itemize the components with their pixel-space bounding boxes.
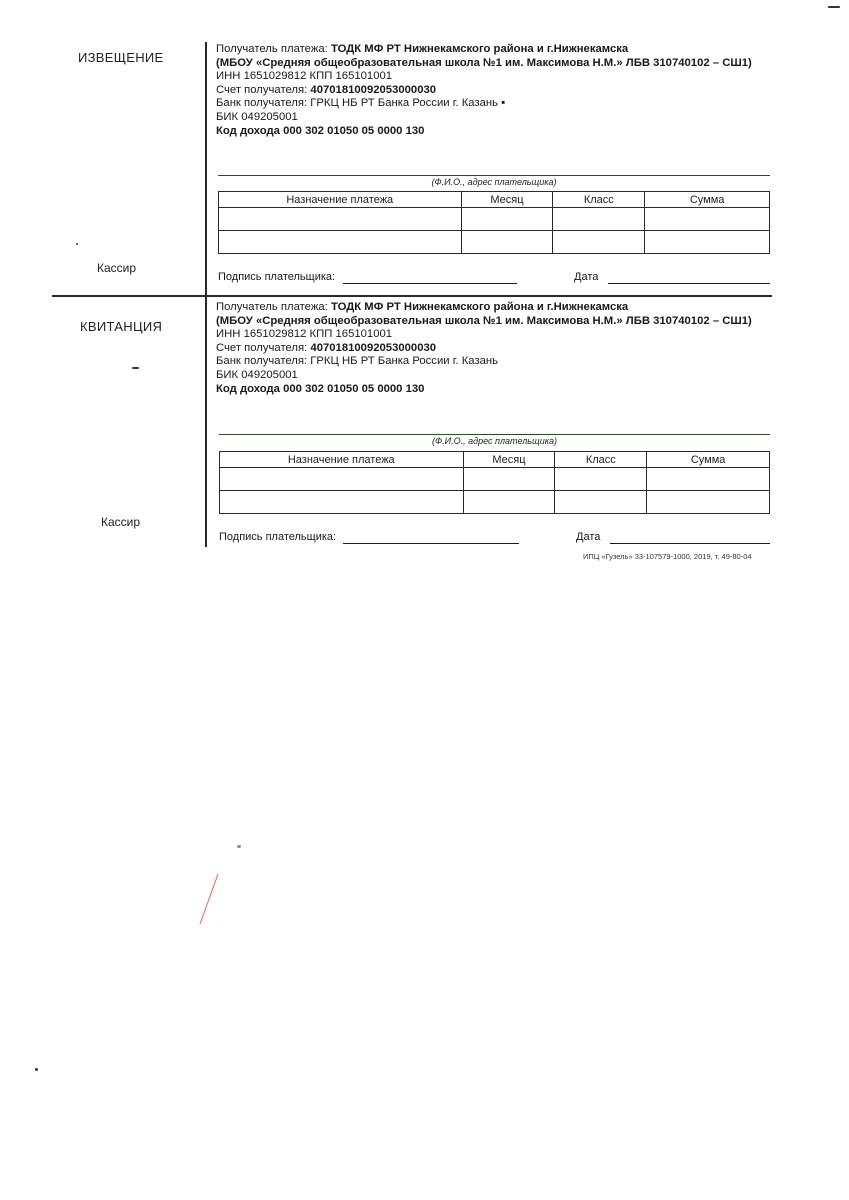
- receipt-inn-kpp: ИНН 1651029812 КПП 165101001: [216, 328, 393, 341]
- receipt-col-month: Месяц: [463, 452, 555, 468]
- receipt-account-line: [216, 342, 752, 356]
- notice-inn-kpp: ИНН 1651029812 КПП 165101001: [216, 70, 393, 83]
- scan-speck: [828, 6, 840, 8]
- receipt-signature-label: Подпись плательщика:: [219, 531, 337, 543]
- receipt-payment-table: [219, 451, 770, 514]
- receipt-date-field[interactable]: [610, 543, 770, 544]
- notice-account-number: 40701810092053000030: [310, 83, 437, 96]
- receipt-recipient-line: [216, 301, 752, 315]
- receipt-cell-purpose[interactable]: [220, 491, 464, 514]
- receipt-cell-sum[interactable]: [647, 468, 770, 491]
- notice-income-code: Код дохода 000 302 01050 05 0000 130: [216, 124, 425, 137]
- receipt-account-number: 40701810092053000030: [310, 341, 437, 354]
- notice-cell-purpose[interactable]: [219, 231, 462, 254]
- receipt-cell-class[interactable]: [555, 491, 647, 514]
- scan-speck: [237, 845, 241, 848]
- notice-bik: БИК 049205001: [216, 110, 298, 123]
- notice-recipient-org: (МБОУ «Средняя общеобразовательная школа №1 им. Максимова Н.М.» ЛБВ 310740102 – СШ1): [216, 56, 752, 69]
- receipt-recipient-label: Получатель платежа:: [216, 301, 328, 313]
- notice-recipient-name: ТОДК МФ РТ Нижнекамского района и г.Нижнекамска: [330, 43, 629, 55]
- receipt-recipient-name: ТОДК МФ РТ Нижнекамского района и г.Нижнекамска: [330, 301, 629, 313]
- section-divider: [52, 295, 772, 297]
- receipt-recipient-org: (МБОУ «Средняя общеобразовательная школа №1 им. Максимова Н.М.» ЛБВ 310740102 – СШ1): [216, 314, 752, 327]
- scan-speck: [76, 243, 78, 245]
- notice-col-month: Месяц: [461, 192, 553, 208]
- notice-vertical-divider: [205, 42, 207, 296]
- receipt-vertical-divider: [205, 297, 207, 547]
- notice-col-class: Класс: [553, 192, 645, 208]
- table-row: [219, 208, 770, 231]
- receipt-income-code: Код дохода 000 302 01050 05 0000 130: [216, 382, 425, 395]
- table-row: [220, 468, 770, 491]
- notice-payer-line[interactable]: [218, 175, 770, 176]
- notice-date-field[interactable]: [608, 283, 770, 284]
- receipt-col-purpose: Назначение платежа: [220, 452, 464, 468]
- notice-cell-month[interactable]: [461, 208, 553, 231]
- receipt-cell-sum[interactable]: [647, 491, 770, 514]
- receipt-payer-caption: (Ф.И.О., адрес плательщика): [432, 436, 557, 446]
- notice-payment-table: [218, 191, 770, 254]
- receipt-col-sum: Сумма: [647, 452, 770, 468]
- printer-imprint: ИПЦ «Гузель» 33-107579-1000, 2019, т. 49-80-04: [583, 552, 752, 561]
- notice-table-header: [219, 192, 770, 208]
- notice-recipient-block: [216, 43, 752, 138]
- receipt-cashier-label: Кассир: [101, 515, 141, 529]
- notice-cell-month[interactable]: [461, 231, 553, 254]
- table-row: [219, 231, 770, 254]
- notice-cashier-label: Кассир: [97, 261, 137, 275]
- receipt-account-label: Счет получателя:: [216, 341, 308, 354]
- receipt-col-class: Класс: [555, 452, 647, 468]
- scan-speck: [132, 367, 139, 369]
- receipt-signature-field[interactable]: [343, 543, 519, 544]
- notice-col-purpose: Назначение платежа: [219, 192, 462, 208]
- receipt-recipient-block: [216, 301, 752, 396]
- receipt-table-header: [220, 452, 770, 468]
- notice-col-sum: Сумма: [645, 192, 770, 208]
- receipt-cell-month[interactable]: [463, 468, 555, 491]
- notice-payer-caption: (Ф.И.О., адрес плательщика): [431, 177, 557, 187]
- notice-signature-label: Подпись плательщика:: [218, 271, 336, 283]
- receipt-cell-class[interactable]: [555, 468, 647, 491]
- notice-recipient-line: [216, 43, 752, 57]
- notice-cell-class[interactable]: [553, 208, 645, 231]
- notice-cell-purpose[interactable]: [219, 208, 462, 231]
- pen-mark: [196, 870, 226, 930]
- notice-cell-sum[interactable]: [645, 208, 770, 231]
- receipt-bik: БИК 049205001: [216, 368, 298, 381]
- notice-signature-field[interactable]: [343, 283, 517, 284]
- receipt-bank: Банк получателя: ГРКЦ НБ РТ Банка России г. Казань: [216, 355, 499, 368]
- receipt-date-label: Дата: [576, 531, 601, 543]
- receipt-title: КВИТАНЦИЯ: [80, 319, 163, 334]
- notice-cell-sum[interactable]: [645, 231, 770, 254]
- scan-speck: [35, 1068, 38, 1071]
- notice-account-line: [216, 84, 752, 98]
- receipt-cell-purpose[interactable]: [220, 468, 464, 491]
- table-row: [220, 491, 770, 514]
- receipt-payer-line[interactable]: [219, 434, 770, 435]
- notice-cell-class[interactable]: [553, 231, 645, 254]
- notice-bank: Банк получателя: ГРКЦ НБ РТ Банка России г. Казань ▪: [216, 97, 506, 110]
- notice-account-label: Счет получателя:: [216, 83, 308, 96]
- receipt-cell-month[interactable]: [463, 491, 555, 514]
- notice-title: ИЗВЕЩЕНИЕ: [78, 50, 164, 65]
- notice-recipient-label: Получатель платежа:: [216, 43, 328, 55]
- notice-date-label: Дата: [574, 271, 599, 283]
